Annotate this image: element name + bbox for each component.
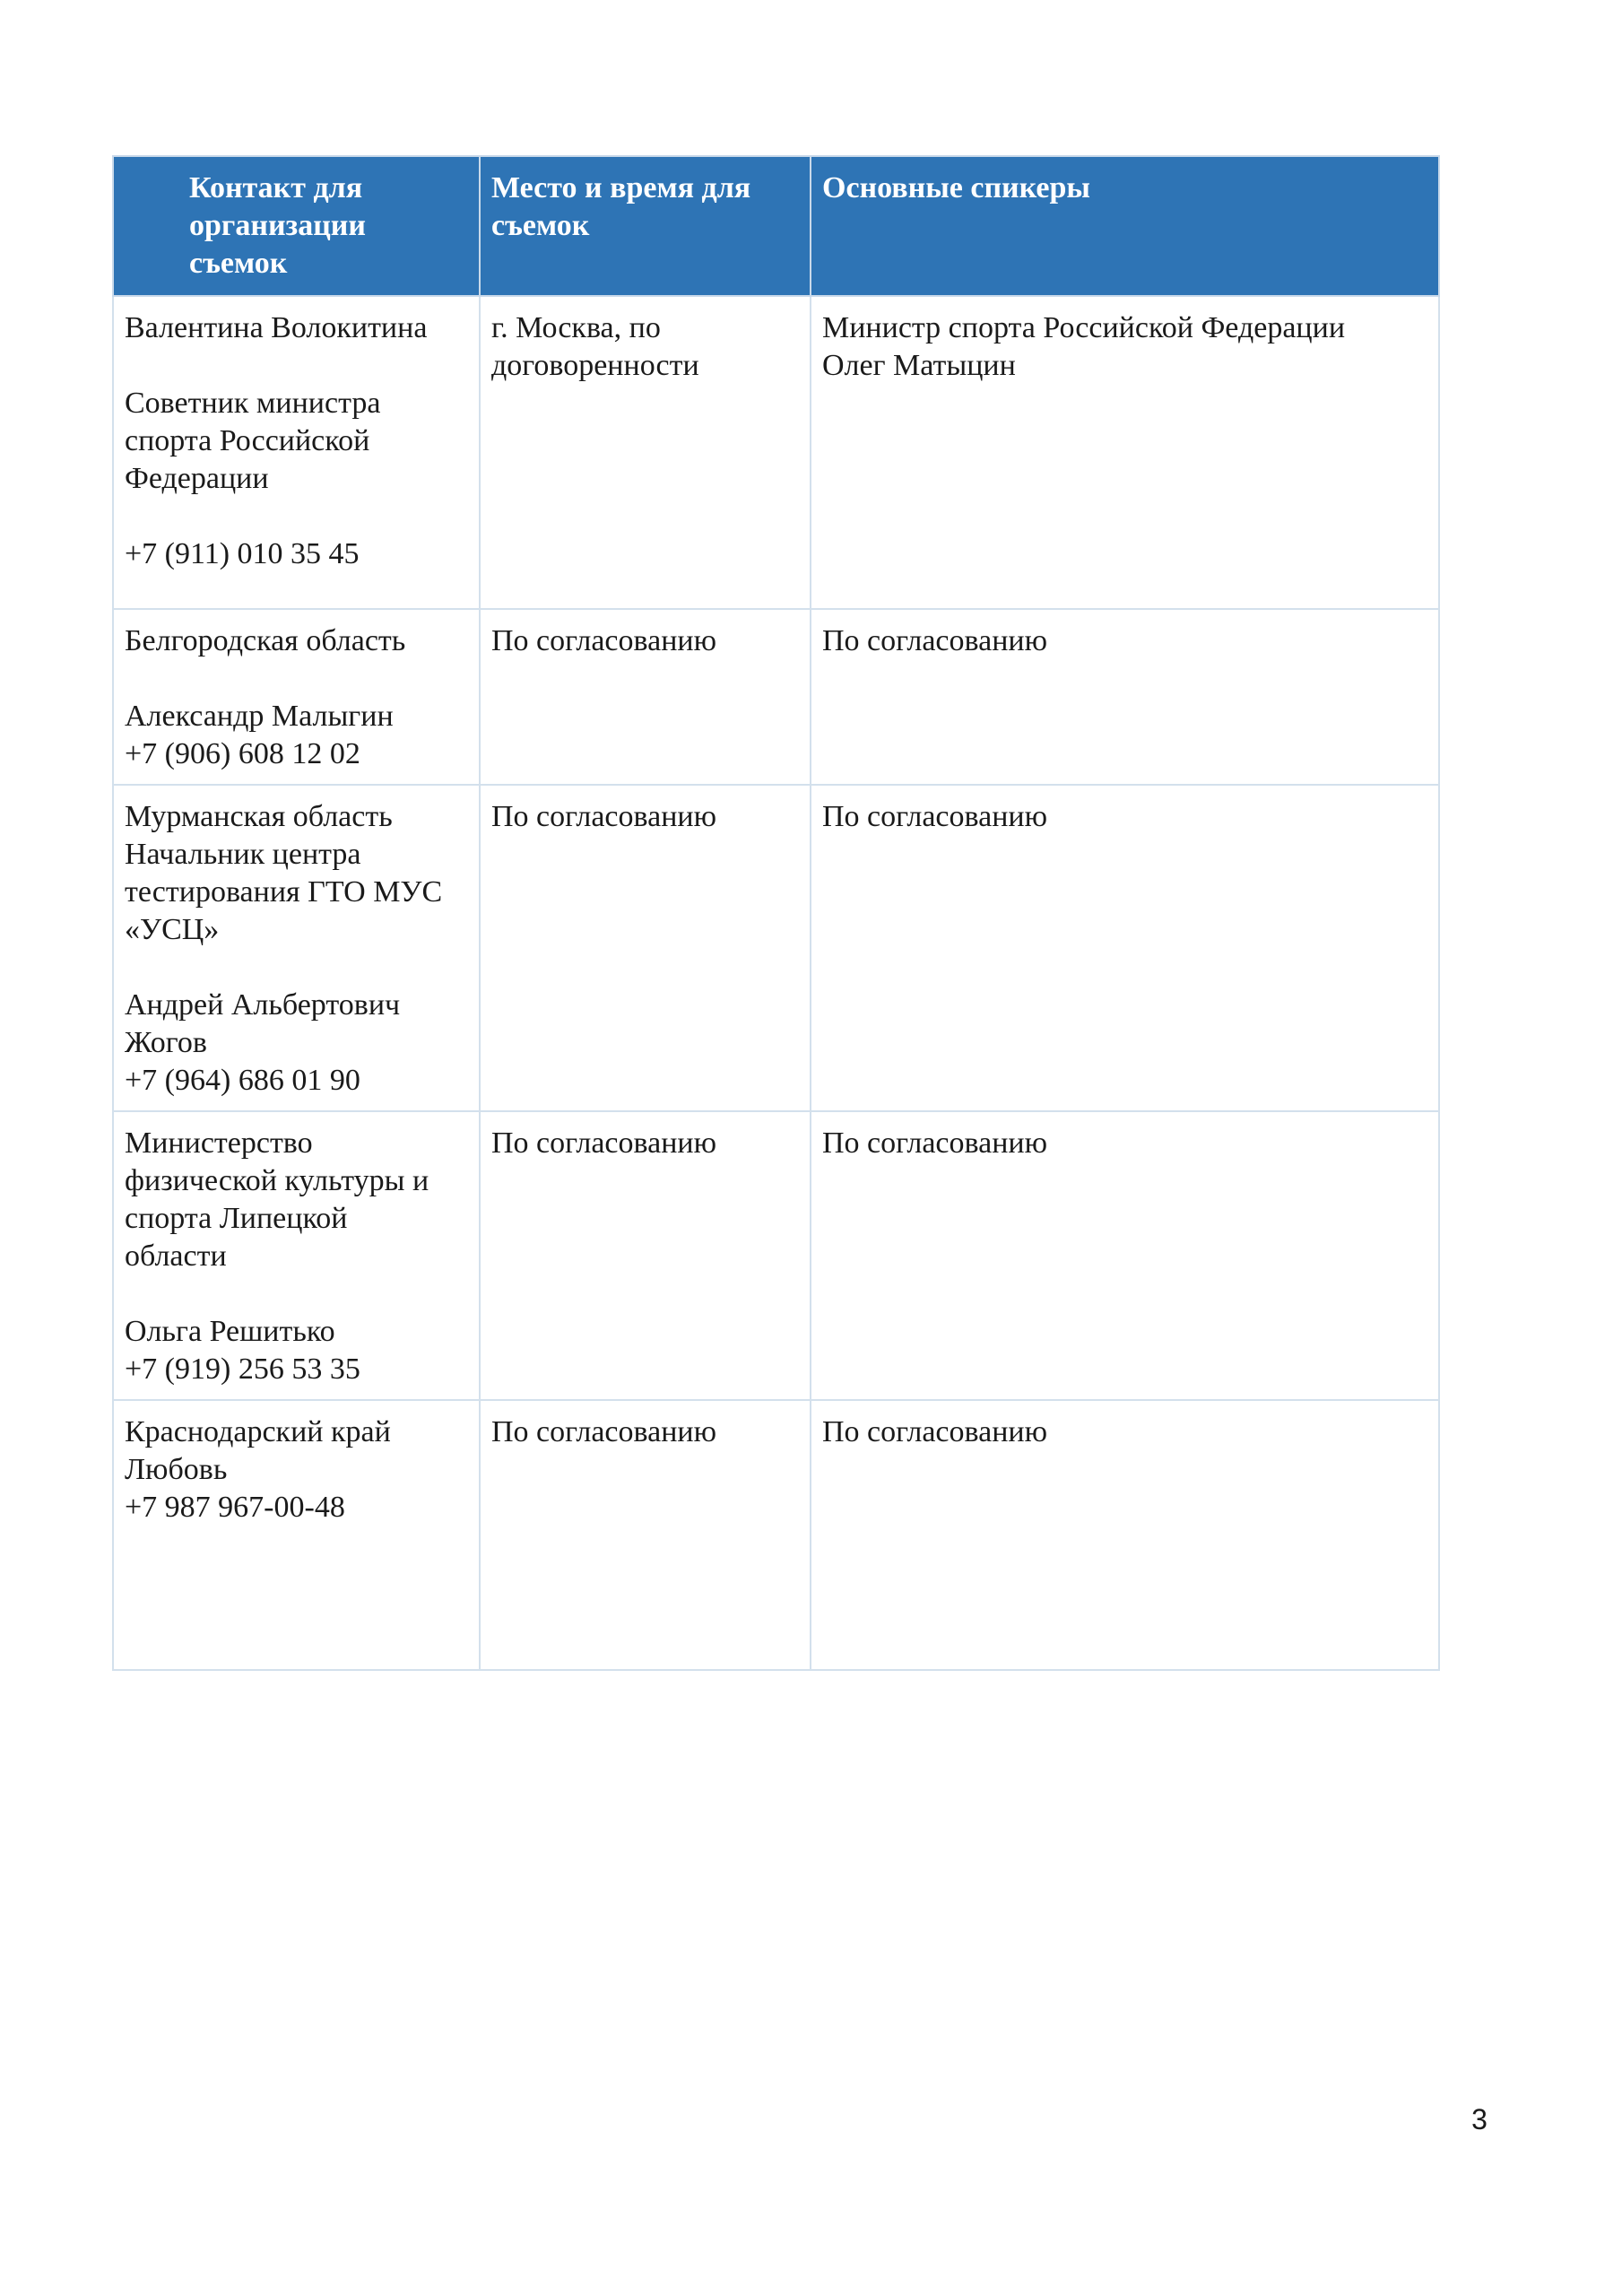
header-contact: Контакт для организации съемок [113,156,480,296]
header-place-time: Место и время для съемок [480,156,811,296]
contact-cell: Краснодарский край Любовь +7 987 967-00-48 [113,1400,480,1670]
place-time-cell: По согласованию [480,785,811,1111]
speakers-cell: По согласованию [811,1400,1439,1670]
place-time-cell: г. Москва, по договоренности [480,296,811,609]
contact-cell: Министерство физической культуры и спорта Липецкой области Ольга Решитько +7 (919) 256 53 35 [113,1111,480,1400]
contact-cell: Валентина Волокитина Советник министра спорта Российской Федерации +7 (911) 010 35 45 [113,296,480,609]
header-speakers: Основные спикеры [811,156,1439,296]
place-time-cell: По согласованию [480,1111,811,1400]
speakers-cell: По согласованию [811,785,1439,1111]
page-number: 3 [1471,2103,1488,2135]
table-row [113,609,1439,785]
contact-cell: Белгородская область Александр Малыгин +7 (906) 608 12 02 [113,609,480,785]
filming-contacts-table [112,155,1440,1671]
table-row [113,785,1439,1111]
place-time-cell: По согласованию [480,1400,811,1670]
place-time-cell: По согласованию [480,609,811,785]
speakers-cell: По согласованию [811,609,1439,785]
speakers-cell: По согласованию [811,1111,1439,1400]
table-header-row [113,156,1439,296]
table-row [113,1400,1439,1670]
contact-cell: Мурманская область Начальник центра тестирования ГТО МУС «УСЦ» Андрей Альбертович Жогов +7 (964) 686 01 90 [113,785,480,1111]
table-row [113,296,1439,609]
speakers-cell: Министр спорта Российской Федерации Олег Матыцин [811,296,1439,609]
table-row [113,1111,1439,1400]
